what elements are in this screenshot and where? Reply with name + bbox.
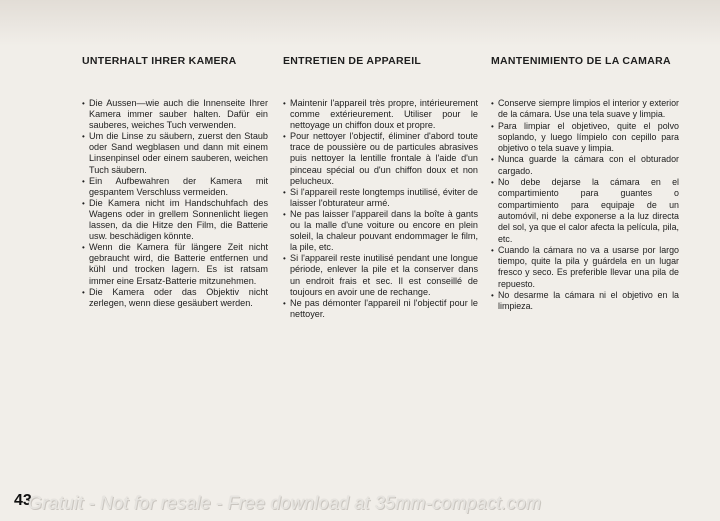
list-item: • Si l'appareil reste inutilisé pendant une longue période, enlever la pile et la conserver dans un endroit frais et sec. Il est conseillé de toujours en avoir une de rechange. xyxy=(283,253,478,297)
page-top-shadow xyxy=(0,0,720,46)
list-item: • Die Kamera nicht im Handschuhfach des Wagens oder in grellem Sonnenlicht liegen lassen, da die Hitze den Film, die Batterie usw. beschädigen könnte. xyxy=(82,198,268,242)
heading-german: UNTERHALT IHRER KAMERA xyxy=(82,55,237,67)
list-item: • Die Aussen—wie auch die Innenseite Ihrer Kamera immer sauber halten. Dafür ein sauberes, weiches Tuch verwenden. xyxy=(82,98,268,131)
list-item: • Maintenir l'appareil très propre, intérieurement comme extérieurement. Utiliser pour le nettoyage un chiffon doux et propre. xyxy=(283,98,478,131)
list-item: • Um die Linse zu säubern, zuerst den Staub oder Sand wegblasen und dann mit einem Linsenpinsel oder einem sauberen, weichen Tuch säubern. xyxy=(82,131,268,175)
list-item: • Si l'appareil reste longtemps inutilisé, éviter de laisser l'obturateur armé. xyxy=(283,187,478,209)
column-french xyxy=(283,54,478,320)
list-item: • Cuando la cámara no va a usarse por largo tiempo, quite la pila y guárdela en un lugar fresco y seco. Es preferible llevar una pila de repuesto. xyxy=(491,245,679,290)
list-item: • Wenn die Kamera für längere Zeit nicht gebraucht wird, die Batterie entfernen und kühl und trocken lagern. Es ist ratsam immer eine Ersatz-Batterie mitzunehmen. xyxy=(82,242,268,286)
list-french xyxy=(283,98,478,320)
column-german xyxy=(82,54,268,309)
list-item: • Nunca guarde la cámara con el obturador cargado. xyxy=(491,154,679,177)
list-item: • No debe dejarse la cámara en el compartimiento para guantes o compartimiento para equipaje de un automóvil, ni debe exponerse a la luz directa del sol, ya que el calor afecta la película, pila, etc. xyxy=(491,177,679,245)
list-item: • Ein Aufbewahren der Kamera mit gespantem Verschluss vermeiden. xyxy=(82,176,268,198)
list-item: • Die Kamera oder das Objektiv nicht zerlegen, wenn diese gesäubert werden. xyxy=(82,287,268,309)
page-number: 43 xyxy=(14,492,32,509)
column-spanish xyxy=(491,54,679,313)
list-item: • Para limpiar el objetiveo, quite el polvo soplando, y luego límpielo con cepillo para objetivo o tela suave y limpia. xyxy=(491,121,679,155)
list-item: • Ne pas démonter l'appareil ni l'objectif pour le nettoyer. xyxy=(283,298,478,320)
heading-french: ENTRETIEN DE APPAREIL xyxy=(283,55,422,67)
list-item: • Conserve siempre limpios el interior y exterior de la cámara. Use una tela suave y limpia. xyxy=(491,98,679,121)
list-spanish xyxy=(491,98,679,313)
watermark-text: Gratuit - Not for resale - Free download at 35mm-compact.com xyxy=(28,493,542,513)
list-german xyxy=(82,98,268,309)
list-item: • No desarme la cámara ni el objetivo en la limpieza. xyxy=(491,290,679,313)
heading-spanish: MANTENIMIENTO DE LA CAMARA xyxy=(491,55,671,67)
list-item: • Pour nettoyer l'objectif, éliminer d'abord toute trace de poussière ou de particules abrasives puis nettoyer la lentille frontale à l'aide d'un pinceau spécial ou d'un chiffon doux et non pelucheux. xyxy=(283,131,478,186)
list-item: • Ne pas laisser l'appareil dans la boîte à gants ou la malle d'une voiture ou encore en plein soleil, la chaleur pouvant endommager le film, la pile, etc. xyxy=(283,209,478,253)
